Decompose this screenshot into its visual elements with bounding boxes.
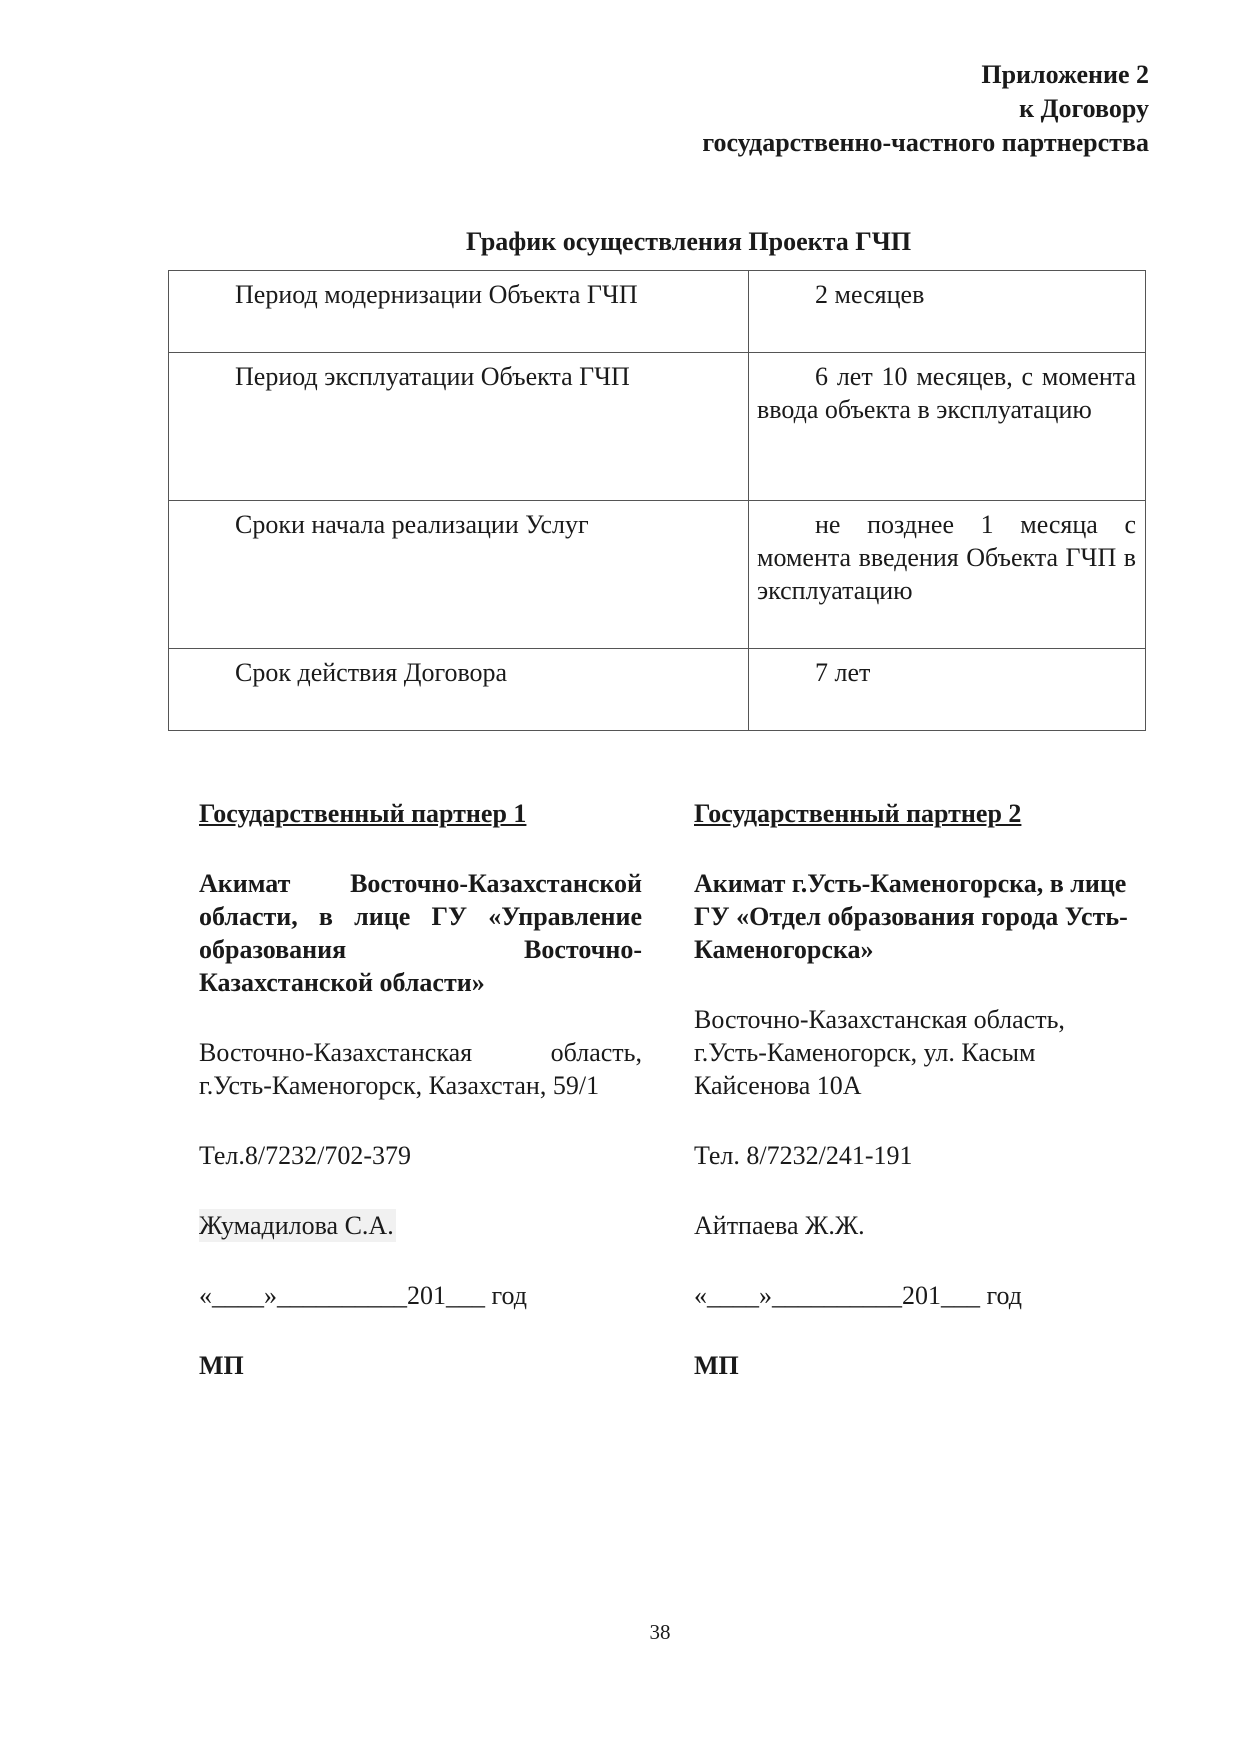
partner-2-block (694, 797, 1134, 1382)
table-row (169, 353, 1146, 501)
table-row (169, 271, 1146, 353)
table-row (169, 501, 1146, 649)
schedule-label: Период эксплуатации Объекта ГЧП (169, 353, 749, 501)
appendix-number: Приложение 2 (981, 60, 1149, 89)
partner-organization: Акимат г.Усть-Каменогорска, в лице ГУ «Отдел образования города Усть-Каменогорска» (694, 869, 1128, 964)
appendix-contract-ref: к Договору (1019, 94, 1149, 123)
partner-address: Восточно-Казахстанская область, г.Усть-Каменогорск, ул. Касым Кайсенова 10А (694, 1005, 1065, 1100)
appendix-contract-type: государственно-частного партнерства (702, 128, 1149, 157)
partner-organization: Акимат Восточно-Казахстанской области, в лице ГУ «Управление образования Восточно-Казахстанской области» (199, 869, 642, 997)
table-row (169, 649, 1146, 731)
schedule-value: 6 лет 10 месяцев, с момента ввода объекта в эксплуатацию (749, 353, 1146, 501)
schedule-label: Срок действия Договора (169, 649, 749, 731)
schedule-value: не позднее 1 месяца с момента введения Объекта ГЧП в эксплуатацию (749, 501, 1146, 649)
partner-phone: Тел. 8/7232/241-191 (694, 1141, 913, 1170)
page-number: 38 (649, 1620, 671, 1644)
schedule-value: 7 лет (749, 649, 1146, 731)
partner-signer: Айтпаева Ж.Ж. (694, 1211, 865, 1240)
partner-date: «____»__________201___ год (199, 1281, 527, 1310)
document-title: График осуществления Проекта ГЧП (465, 227, 912, 256)
schedule-value: 2 месяцев (749, 271, 1146, 353)
partner-address: Восточно-Казахстанская область, г.Усть-Каменогорск, Казахстан, 59/1 (199, 1038, 642, 1100)
appendix-header (702, 58, 1149, 160)
partner-seal: МП (199, 1351, 244, 1380)
schedule-label: Период модернизации Объекта ГЧП (169, 271, 749, 353)
partner-heading: Государственный партнер 1 (199, 799, 527, 828)
schedule-table (168, 270, 1146, 731)
schedule-label: Сроки начала реализации Услуг (169, 501, 749, 649)
partner-heading: Государственный партнер 2 (694, 799, 1022, 828)
partner-seal: МП (694, 1351, 739, 1380)
partner-signer: Жумадилова С.А. (199, 1211, 394, 1240)
partner-1-block (199, 797, 642, 1382)
partner-date: «____»__________201___ год (694, 1281, 1022, 1310)
partner-phone: Тел.8/7232/702-379 (199, 1141, 412, 1170)
